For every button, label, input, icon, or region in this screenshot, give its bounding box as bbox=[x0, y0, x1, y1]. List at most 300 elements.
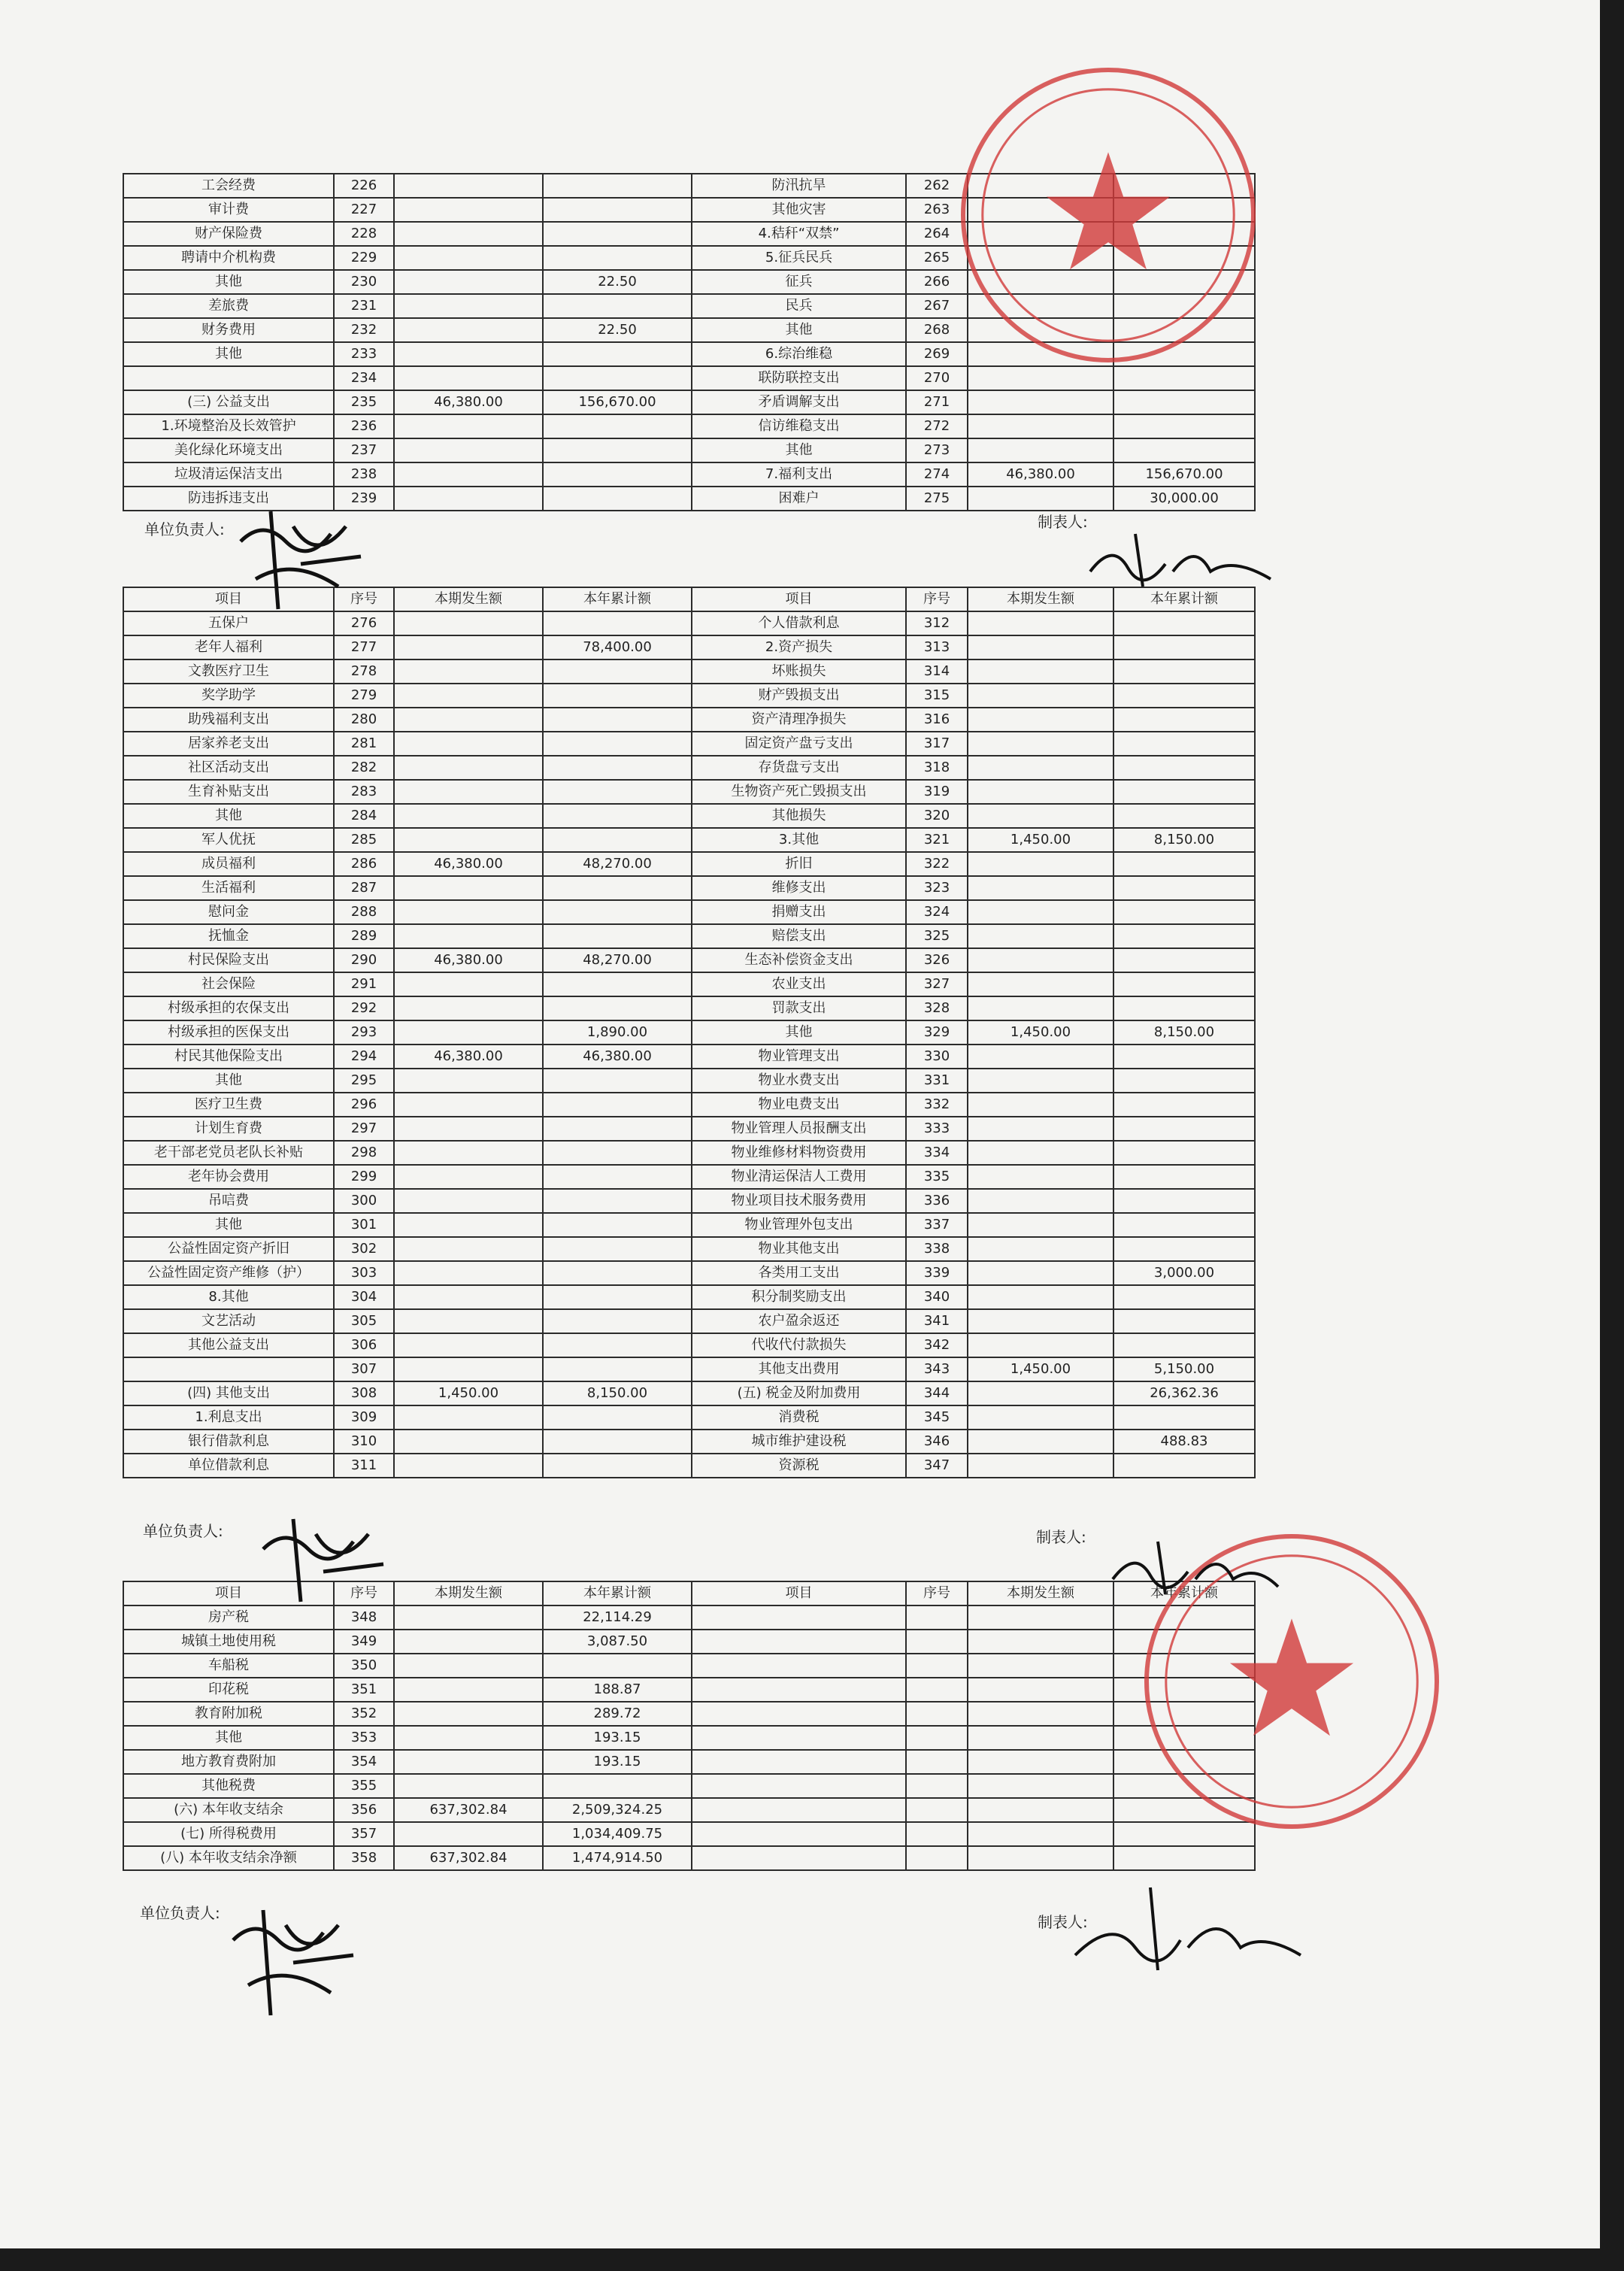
table-cell bbox=[1113, 996, 1255, 1020]
unit-head-label-2: 单位负责人: bbox=[143, 1522, 223, 1540]
table-cell bbox=[394, 487, 543, 511]
table-cell: 城市维护建设税 bbox=[692, 1430, 906, 1454]
table-cell: 313 bbox=[906, 635, 968, 659]
table-cell: 工会经费 bbox=[123, 174, 334, 198]
table-cell: 278 bbox=[334, 659, 394, 684]
table-cell bbox=[394, 1822, 543, 1846]
table-cell: 46,380.00 bbox=[394, 948, 543, 972]
table-cell: 3,087.50 bbox=[543, 1630, 692, 1654]
table-cell bbox=[543, 1093, 692, 1117]
table-cell bbox=[543, 804, 692, 828]
unit-head-signature-3 bbox=[218, 1895, 368, 2030]
table-row bbox=[123, 948, 1255, 972]
table-cell: 279 bbox=[334, 684, 394, 708]
table-cell bbox=[394, 1454, 543, 1478]
preparer-label-3: 制表人: bbox=[1038, 1913, 1088, 1931]
table-cell bbox=[968, 390, 1113, 414]
table-cell: 284 bbox=[334, 804, 394, 828]
table-cell bbox=[543, 1165, 692, 1189]
table-cell bbox=[394, 1430, 543, 1454]
table-cell: 赔偿支出 bbox=[692, 924, 906, 948]
table-cell: 307 bbox=[334, 1357, 394, 1381]
table-cell bbox=[394, 1774, 543, 1798]
table-cell: 其他 bbox=[123, 1213, 334, 1237]
table-row bbox=[123, 1357, 1255, 1381]
table-cell: 281 bbox=[334, 732, 394, 756]
table-cell: 老年人福利 bbox=[123, 635, 334, 659]
table-cell: 1,890.00 bbox=[543, 1020, 692, 1045]
table-cell bbox=[394, 1357, 543, 1381]
table-cell bbox=[906, 1750, 968, 1774]
table-cell: 298 bbox=[334, 1141, 394, 1165]
table-cell bbox=[968, 780, 1113, 804]
table-cell bbox=[968, 1069, 1113, 1093]
table-cell bbox=[1113, 924, 1255, 948]
table-cell: 273 bbox=[906, 438, 968, 462]
table-row bbox=[123, 1141, 1255, 1165]
table-cell bbox=[1113, 414, 1255, 438]
unit-head-signature-1 bbox=[226, 496, 376, 624]
table-cell: 教育附加税 bbox=[123, 1702, 334, 1726]
table-cell bbox=[394, 1093, 543, 1117]
table-cell bbox=[906, 1846, 968, 1870]
table-cell: 320 bbox=[906, 804, 968, 828]
table-cell: 其他损失 bbox=[692, 804, 906, 828]
table-cell bbox=[543, 756, 692, 780]
table-cell bbox=[906, 1702, 968, 1726]
table-cell: 村民其他保险支出 bbox=[123, 1045, 334, 1069]
table-cell bbox=[968, 1430, 1113, 1454]
table-cell: 物业电费支出 bbox=[692, 1093, 906, 1117]
table-cell: 193.15 bbox=[543, 1750, 692, 1774]
table-row bbox=[123, 438, 1255, 462]
table-cell bbox=[543, 900, 692, 924]
table-cell: (四) 其他支出 bbox=[123, 1381, 334, 1405]
table-cell: 其他 bbox=[123, 270, 334, 294]
table-cell: 239 bbox=[334, 487, 394, 511]
table-cell bbox=[1113, 438, 1255, 462]
table-cell: 差旅费 bbox=[123, 294, 334, 318]
table-cell: 326 bbox=[906, 948, 968, 972]
table-cell bbox=[906, 1678, 968, 1702]
table-cell bbox=[968, 635, 1113, 659]
table-cell: 285 bbox=[334, 828, 394, 852]
table-cell: 269 bbox=[906, 342, 968, 366]
table-cell: 302 bbox=[334, 1237, 394, 1261]
table-cell: 农业支出 bbox=[692, 972, 906, 996]
table-cell: 344 bbox=[906, 1381, 968, 1405]
table-cell: 294 bbox=[334, 1045, 394, 1069]
table-cell: 343 bbox=[906, 1357, 968, 1381]
table-cell bbox=[543, 1454, 692, 1478]
table-cell: 农户盈余返还 bbox=[692, 1309, 906, 1333]
table-cell: 46,380.00 bbox=[394, 1045, 543, 1069]
table-cell: 财产保险费 bbox=[123, 222, 334, 246]
table-cell bbox=[968, 1093, 1113, 1117]
table-row bbox=[123, 1333, 1255, 1357]
table-cell bbox=[968, 1333, 1113, 1357]
table-cell bbox=[394, 318, 543, 342]
table-cell bbox=[906, 1798, 968, 1822]
table-cell bbox=[906, 1726, 968, 1750]
table-cell: 322 bbox=[906, 852, 968, 876]
table-cell bbox=[543, 1237, 692, 1261]
table-cell bbox=[968, 1774, 1113, 1798]
table-cell: 188.87 bbox=[543, 1678, 692, 1702]
table-cell bbox=[968, 1285, 1113, 1309]
table-cell: 各类用工支出 bbox=[692, 1261, 906, 1285]
table-cell bbox=[1113, 1285, 1255, 1309]
table-cell: 五保户 bbox=[123, 611, 334, 635]
table-cell bbox=[394, 1405, 543, 1430]
table-cell: 维修支出 bbox=[692, 876, 906, 900]
table-cell: 8.其他 bbox=[123, 1285, 334, 1309]
table-cell: 340 bbox=[906, 1285, 968, 1309]
table-cell bbox=[394, 1726, 543, 1750]
table-cell bbox=[968, 1678, 1113, 1702]
table-cell bbox=[1113, 635, 1255, 659]
table-cell: 267 bbox=[906, 294, 968, 318]
table-cell bbox=[906, 1654, 968, 1678]
table-cell: 积分制奖励支出 bbox=[692, 1285, 906, 1309]
table-cell: 印花税 bbox=[123, 1678, 334, 1702]
table-cell bbox=[394, 294, 543, 318]
table-cell: 309 bbox=[334, 1405, 394, 1430]
table-cell: 270 bbox=[906, 366, 968, 390]
table-cell: 265 bbox=[906, 246, 968, 270]
table-row bbox=[123, 852, 1255, 876]
table-cell: 315 bbox=[906, 684, 968, 708]
header-cell: 本期发生额 bbox=[968, 587, 1113, 611]
table-cell: 341 bbox=[906, 1309, 968, 1333]
table-cell bbox=[394, 1333, 543, 1357]
table-cell: 1.环境整治及长效管护 bbox=[123, 414, 334, 438]
table-cell bbox=[1113, 1141, 1255, 1165]
table-cell bbox=[968, 1117, 1113, 1141]
table-cell bbox=[692, 1654, 906, 1678]
table-cell bbox=[543, 1430, 692, 1454]
table-cell bbox=[1113, 659, 1255, 684]
table-cell: 军人优抚 bbox=[123, 828, 334, 852]
table-row bbox=[123, 1822, 1255, 1846]
table-cell: 268 bbox=[906, 318, 968, 342]
table-cell: 48,270.00 bbox=[543, 852, 692, 876]
table-cell: 吊唁费 bbox=[123, 1189, 334, 1213]
table-cell: 332 bbox=[906, 1093, 968, 1117]
preparer-signature-3 bbox=[1068, 1872, 1308, 1978]
table-cell: 1,450.00 bbox=[968, 1357, 1113, 1381]
table-cell bbox=[394, 1117, 543, 1141]
table-cell: 其他 bbox=[692, 438, 906, 462]
header-cell: 项目 bbox=[123, 587, 334, 611]
table-cell: 237 bbox=[334, 438, 394, 462]
table-cell: 聘请中介机构费 bbox=[123, 246, 334, 270]
table-cell: 3,000.00 bbox=[1113, 1261, 1255, 1285]
table-cell: 230 bbox=[334, 270, 394, 294]
table-cell: 318 bbox=[906, 756, 968, 780]
table-cell: 坏账损失 bbox=[692, 659, 906, 684]
table-cell: (七) 所得税费用 bbox=[123, 1822, 334, 1846]
table-cell bbox=[394, 611, 543, 635]
table-cell: 公益性固定资产折旧 bbox=[123, 1237, 334, 1261]
table-cell: 26,362.36 bbox=[1113, 1381, 1255, 1405]
table-cell: 物业管理外包支出 bbox=[692, 1213, 906, 1237]
table-cell: 354 bbox=[334, 1750, 394, 1774]
table-cell: 其他支出费用 bbox=[692, 1357, 906, 1381]
table-cell bbox=[543, 611, 692, 635]
table-cell: 295 bbox=[334, 1069, 394, 1093]
table-cell: 293 bbox=[334, 1020, 394, 1045]
table-cell: 其他公益支出 bbox=[123, 1333, 334, 1357]
table-cell bbox=[968, 487, 1113, 511]
table-cell bbox=[968, 1045, 1113, 1069]
table-cell: (三) 公益支出 bbox=[123, 390, 334, 414]
table-cell: 46,380.00 bbox=[394, 852, 543, 876]
table-cell: 355 bbox=[334, 1774, 394, 1798]
table-cell: 350 bbox=[334, 1654, 394, 1678]
table-cell: 防违拆违支出 bbox=[123, 487, 334, 511]
table-cell bbox=[692, 1702, 906, 1726]
table-cell: 264 bbox=[906, 222, 968, 246]
table-cell bbox=[968, 1141, 1113, 1165]
header-cell: 项目 bbox=[692, 1581, 906, 1605]
table-cell bbox=[394, 756, 543, 780]
table-cell: 1,450.00 bbox=[394, 1381, 543, 1405]
table-cell bbox=[1113, 1069, 1255, 1093]
table-row bbox=[123, 1750, 1255, 1774]
table-cell: 274 bbox=[906, 462, 968, 487]
table-cell: 罚款支出 bbox=[692, 996, 906, 1020]
table-cell: 7.福利支出 bbox=[692, 462, 906, 487]
table-cell bbox=[543, 438, 692, 462]
table-row bbox=[123, 684, 1255, 708]
table-cell: 303 bbox=[334, 1261, 394, 1285]
ledger-table-2-body bbox=[123, 587, 1255, 1478]
table-cell bbox=[906, 1774, 968, 1798]
table-cell bbox=[394, 1654, 543, 1678]
table-cell bbox=[968, 1822, 1113, 1846]
table-cell: 折旧 bbox=[692, 852, 906, 876]
table-cell: 229 bbox=[334, 246, 394, 270]
table-cell bbox=[692, 1822, 906, 1846]
table-cell: 抚恤金 bbox=[123, 924, 334, 948]
table-cell bbox=[394, 1141, 543, 1165]
table-cell: 8,150.00 bbox=[543, 1381, 692, 1405]
table-cell: 339 bbox=[906, 1261, 968, 1285]
table-cell: 生活福利 bbox=[123, 876, 334, 900]
unit-head-label-3: 单位负责人: bbox=[140, 1904, 220, 1922]
table-cell bbox=[1113, 611, 1255, 635]
table-cell bbox=[543, 1309, 692, 1333]
table-cell bbox=[1113, 390, 1255, 414]
table-cell bbox=[1113, 1309, 1255, 1333]
table-cell: 338 bbox=[906, 1237, 968, 1261]
table-cell: 308 bbox=[334, 1381, 394, 1405]
table-cell: 78,400.00 bbox=[543, 635, 692, 659]
table-cell: 46,380.00 bbox=[394, 390, 543, 414]
table-cell: 331 bbox=[906, 1069, 968, 1093]
header-cell: 项目 bbox=[692, 587, 906, 611]
table-cell bbox=[394, 198, 543, 222]
table-cell: 22.50 bbox=[543, 318, 692, 342]
table-row bbox=[123, 1117, 1255, 1141]
table-cell bbox=[1113, 708, 1255, 732]
table-cell: 323 bbox=[906, 876, 968, 900]
table-cell bbox=[968, 1213, 1113, 1237]
header-cell: 项目 bbox=[123, 1581, 334, 1605]
table-cell bbox=[543, 174, 692, 198]
table-cell: 231 bbox=[334, 294, 394, 318]
table-cell bbox=[968, 1237, 1113, 1261]
table-cell: 327 bbox=[906, 972, 968, 996]
table-cell bbox=[1113, 1454, 1255, 1478]
table-cell bbox=[543, 294, 692, 318]
table-row bbox=[123, 1405, 1255, 1430]
table-cell: 生物资产死亡毁损支出 bbox=[692, 780, 906, 804]
table-cell bbox=[394, 780, 543, 804]
table-cell: 226 bbox=[334, 174, 394, 198]
table-cell: 物业其他支出 bbox=[692, 1237, 906, 1261]
table-cell: 299 bbox=[334, 1165, 394, 1189]
table-cell: 304 bbox=[334, 1285, 394, 1309]
table-cell bbox=[394, 1213, 543, 1237]
table-cell bbox=[394, 1261, 543, 1285]
table-cell bbox=[1113, 1093, 1255, 1117]
table-cell: 236 bbox=[334, 414, 394, 438]
table-cell bbox=[968, 876, 1113, 900]
table-cell bbox=[543, 1285, 692, 1309]
table-cell: 财产毁损支出 bbox=[692, 684, 906, 708]
table-row bbox=[123, 1630, 1255, 1654]
header-cell: 本年累计额 bbox=[543, 587, 692, 611]
table-cell bbox=[968, 1654, 1113, 1678]
table-cell bbox=[394, 635, 543, 659]
table-cell: 292 bbox=[334, 996, 394, 1020]
table-cell bbox=[543, 732, 692, 756]
table-cell: 352 bbox=[334, 1702, 394, 1726]
table-cell bbox=[968, 1405, 1113, 1430]
table-cell bbox=[543, 1189, 692, 1213]
table-cell: 存货盘亏支出 bbox=[692, 756, 906, 780]
table-cell: 347 bbox=[906, 1454, 968, 1478]
table-row bbox=[123, 828, 1255, 852]
table-cell: 助残福利支出 bbox=[123, 708, 334, 732]
table-cell: 234 bbox=[334, 366, 394, 390]
table-cell bbox=[543, 222, 692, 246]
table-cell bbox=[543, 684, 692, 708]
table-cell: 1,450.00 bbox=[968, 828, 1113, 852]
table-row bbox=[123, 1654, 1255, 1678]
table-cell bbox=[394, 222, 543, 246]
table-cell: 333 bbox=[906, 1117, 968, 1141]
table-cell: (八) 本年收支结余净额 bbox=[123, 1846, 334, 1870]
table-cell: 1,474,914.50 bbox=[543, 1846, 692, 1870]
table-cell bbox=[543, 876, 692, 900]
table-cell: 291 bbox=[334, 972, 394, 996]
table-cell: 48,270.00 bbox=[543, 948, 692, 972]
header-cell: 本年累计额 bbox=[1113, 1581, 1255, 1605]
table-cell bbox=[1113, 1045, 1255, 1069]
table-cell: 生育补贴支出 bbox=[123, 780, 334, 804]
table-cell: 村级承担的医保支出 bbox=[123, 1020, 334, 1045]
table-cell: 296 bbox=[334, 1093, 394, 1117]
table-cell bbox=[1113, 1189, 1255, 1213]
table-cell bbox=[1113, 1165, 1255, 1189]
table-cell: 物业管理支出 bbox=[692, 1045, 906, 1069]
table-row bbox=[123, 1020, 1255, 1045]
table-cell bbox=[543, 708, 692, 732]
table-cell: 228 bbox=[334, 222, 394, 246]
table-cell: 227 bbox=[334, 198, 394, 222]
table-row bbox=[123, 414, 1255, 438]
table-cell: 文艺活动 bbox=[123, 1309, 334, 1333]
official-seal-1 bbox=[961, 68, 1256, 362]
table-cell bbox=[1113, 1405, 1255, 1430]
table-cell: 公益性固定资产维修（护） bbox=[123, 1261, 334, 1285]
table-cell: 357 bbox=[334, 1822, 394, 1846]
table-cell bbox=[394, 438, 543, 462]
table-cell: 328 bbox=[906, 996, 968, 1020]
table-cell: 银行借款利息 bbox=[123, 1430, 334, 1454]
table-cell: 民兵 bbox=[692, 294, 906, 318]
table-cell: 317 bbox=[906, 732, 968, 756]
table-cell bbox=[1113, 948, 1255, 972]
table-cell: 车船税 bbox=[123, 1654, 334, 1678]
table-cell: 306 bbox=[334, 1333, 394, 1357]
table-cell bbox=[968, 1798, 1113, 1822]
table-cell: 345 bbox=[906, 1405, 968, 1430]
table-cell bbox=[968, 756, 1113, 780]
table-row bbox=[123, 876, 1255, 900]
table-row bbox=[123, 708, 1255, 732]
table-cell bbox=[968, 732, 1113, 756]
table-cell bbox=[394, 1605, 543, 1630]
header-cell: 本期发生额 bbox=[394, 1581, 543, 1605]
table-cell bbox=[394, 1309, 543, 1333]
table-cell bbox=[1113, 1213, 1255, 1237]
table-cell: 代收代付款损失 bbox=[692, 1333, 906, 1357]
table-cell bbox=[394, 996, 543, 1020]
table-cell: 156,670.00 bbox=[543, 390, 692, 414]
table-cell: 社会保险 bbox=[123, 972, 334, 996]
table-cell bbox=[394, 732, 543, 756]
table-cell: 5.征兵民兵 bbox=[692, 246, 906, 270]
table-cell bbox=[1113, 732, 1255, 756]
table-cell bbox=[968, 659, 1113, 684]
table-cell: 319 bbox=[906, 780, 968, 804]
ledger-table-3-body bbox=[123, 1581, 1255, 1870]
table-cell: 老年协会费用 bbox=[123, 1165, 334, 1189]
table-cell: 矛盾调解支出 bbox=[692, 390, 906, 414]
table-cell bbox=[394, 246, 543, 270]
table-cell: 336 bbox=[906, 1189, 968, 1213]
table-cell: 美化绿化环境支出 bbox=[123, 438, 334, 462]
table-cell bbox=[394, 1285, 543, 1309]
table-cell bbox=[394, 876, 543, 900]
table-cell bbox=[394, 1165, 543, 1189]
table-cell bbox=[543, 1117, 692, 1141]
table-cell bbox=[968, 414, 1113, 438]
table-cell: 316 bbox=[906, 708, 968, 732]
table-cell: 物业维修材料物资费用 bbox=[692, 1141, 906, 1165]
table-cell bbox=[543, 246, 692, 270]
table-cell: 6.综治维稳 bbox=[692, 342, 906, 366]
preparer-signature-1 bbox=[1083, 526, 1278, 594]
table-cell bbox=[543, 659, 692, 684]
table-cell: 资源税 bbox=[692, 1454, 906, 1478]
table-cell bbox=[968, 1261, 1113, 1285]
table-cell bbox=[968, 1454, 1113, 1478]
